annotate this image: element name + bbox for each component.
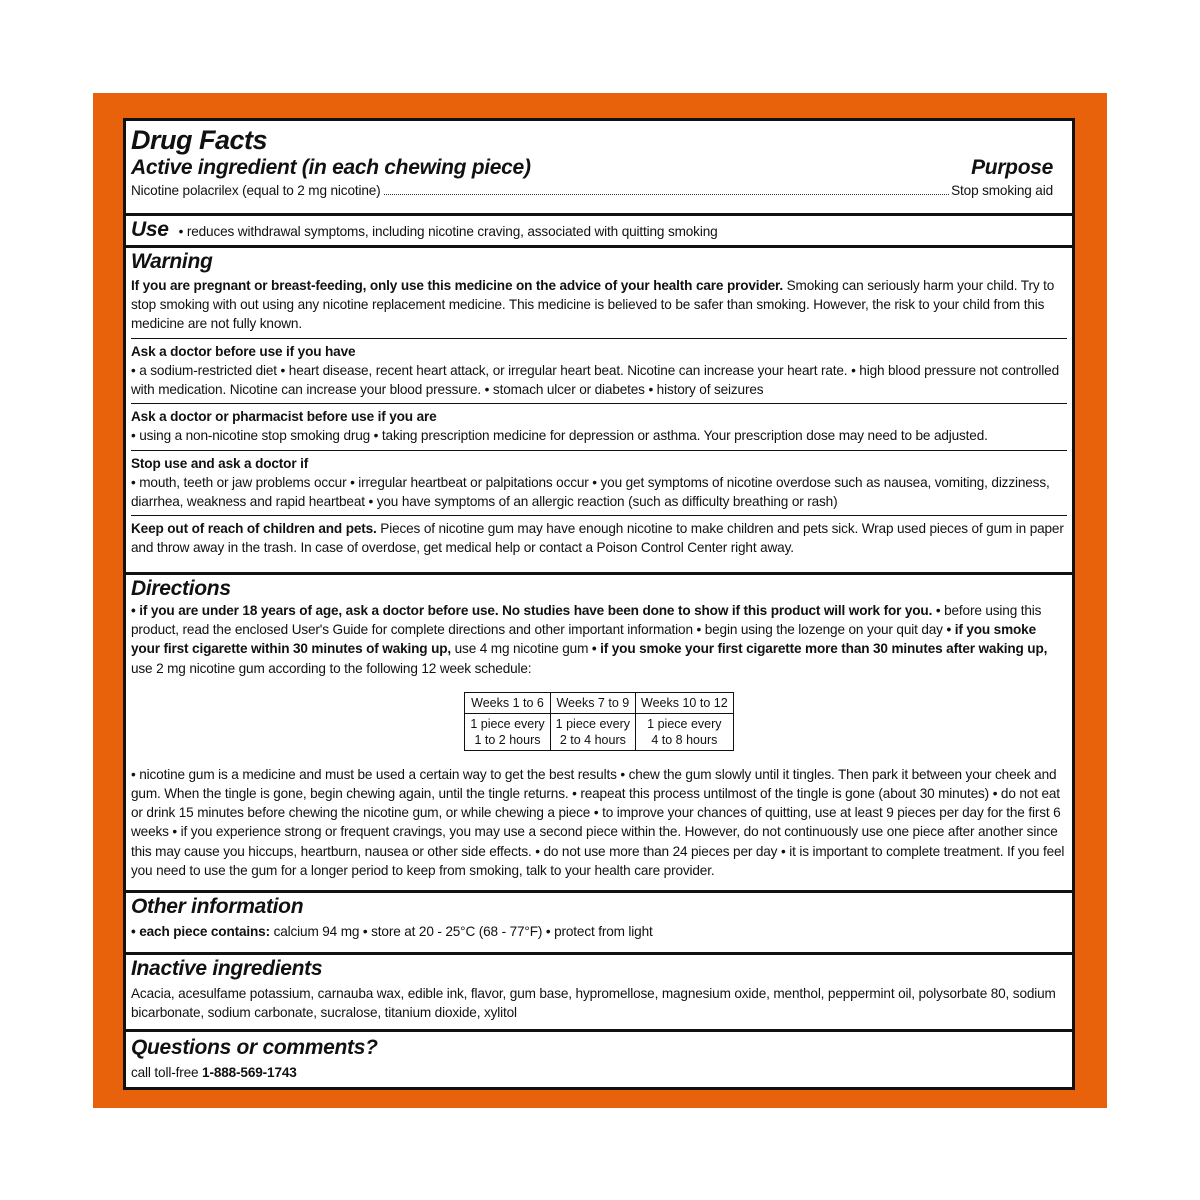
call-toll-free: call toll-free [131, 1065, 203, 1080]
dot-leader [384, 193, 950, 195]
ask-pharmacist-text: • using a non-nicotine stop smoking drug • taking prescription medicine for depression or asthma. Your prescription dose may need to be adjusted. [131, 428, 988, 444]
directions-section [126, 572, 1072, 890]
purpose-heading: Purpose [971, 156, 1053, 179]
active-ingredient-value: Nicotine polacrilex (equal to 2 mg nicotine) [131, 183, 381, 198]
other-information-text [131, 922, 1067, 941]
stop-use-text: • mouth, teeth or jaw problems occur • irregular heartbeat or palpitations occur • you get symptoms of nicotine overdose such as nausea, vomiting, dizziness, diarrhea, weakness and rapid heartbeat • you have symptoms of an allergic reaction (such as difficulty breathing or rash) [131, 474, 1050, 510]
directions-details: • nicotine gum is a medicine and must be used a certain way to get the best results • chew the gum slowly until it tingles. Then park it between your cheek and gum. When the tingle is gone, begin chewing again, until the tingle returns. • reapeat this process untilmost of the tingle is gone (about 30 minutes) • do not eat or drink 15 minutes before chewing the nicotine gum, or while chewing a piece • to improve your chances of quitting, use at least 9 pieces per day for the first 6 weeks • if you experience strong or frequent cravings, you may use a second piece within the. However, do not continuously use one piece after another since this may cause you hiccups, heartburn, nausea or other side effects. • do not use more than 24 pieces per day • it is important to complete treatment. If you feel you need to use the gum for a longer period to keep from smoking, talk to your health care provider. [131, 766, 1065, 878]
directions-intro [131, 601, 1067, 678]
directions-text-3: use 2 mg nicotine gum according to the following 12 week schedule: [131, 660, 532, 676]
ask-pharmacist-heading: Ask a doctor or pharmacist before use if you are [131, 409, 437, 425]
use-text: • reduces withdrawal symptoms, including nicotine craving, associated with quitting smoking [178, 224, 718, 239]
each-piece-contains: • each piece contains: [131, 924, 270, 939]
other-information-section [126, 890, 1072, 952]
active-ingredient-heading: Active ingredient (in each chewing piece) [131, 156, 531, 179]
directions-text-1: • before using this product, read the enclosed User's Guide for complete directions and other important information • begin using the lozenge on your quit day [131, 603, 1042, 638]
use-section [126, 213, 1072, 245]
questions-section [126, 1029, 1072, 1087]
schedule-cell: 1 piece every 4 to 8 hours [636, 713, 734, 750]
questions-text [131, 1063, 1067, 1082]
active-ingredient-section [126, 121, 1072, 213]
drug-facts-panel [123, 118, 1075, 1090]
directions-within-30: • if you smoke your first cigarette within 30 minutes of waking up, [131, 622, 1036, 657]
schedule-header-row [465, 692, 733, 713]
schedule-row [465, 713, 733, 750]
pregnancy-warning-bold: If you are pregnant or breast-feeding, only use this medicine on the advice of your health care provider. [131, 278, 784, 293]
schedule-header: Weeks 7 to 9 [550, 692, 635, 713]
directions-heading: Directions [131, 577, 231, 600]
drug-facts-title: Drug Facts [131, 125, 268, 155]
directions-after-30: • if you smoke your first cigarette more than 30 minutes after waking up, [591, 641, 1048, 657]
directions-age-warning: • if you are under 18 years of age, ask a doctor before use. No studies have been done to show if this product will work for you. [131, 603, 933, 618]
schedule-header: Weeks 10 to 12 [636, 692, 734, 713]
schedule-header: Weeks 1 to 6 [465, 692, 550, 713]
dosing-schedule-table [464, 692, 733, 751]
keep-out-block [131, 515, 1067, 557]
pregnancy-warning-text: Smoking can seriously harm your child. Try to stop smoking with out using any nicotine replacement medicine. This medicine is believed to be safer than smoking. However, the risk to your child from this medicine are not fully known. [131, 278, 1055, 332]
schedule-cell: 1 piece every 2 to 4 hours [550, 713, 635, 750]
inactive-ingredients-section [126, 952, 1072, 1029]
ask-doctor-heading: Ask a doctor before use if you have [131, 343, 356, 359]
phone-number: 1-888-569-1743 [202, 1065, 297, 1080]
other-information-heading: Other information [131, 895, 304, 918]
inactive-ingredients-heading: Inactive ingredients [131, 957, 323, 980]
questions-heading: Questions or comments? [131, 1036, 378, 1059]
stop-use-heading: Stop use and ask a doctor if [131, 455, 309, 471]
use-heading: Use [131, 218, 169, 241]
ask-doctor-text: • a sodium-restricted diet • heart disease, recent heart attack, or irregular heart beat. Nicotine can increase your heart rate. • high blood pressure not controlled with medication. Nicotine can increase your blood pressure. • stomach ulcer or diabetes • history of seizures [131, 362, 1059, 398]
keep-out-text: Pieces of nicotine gum may have enough nicotine to make children and pets sick. Wrap used pieces of gum in paper and throw away in the trash. In case of overdose, get medical help or contact a Poison Control Center right away. [131, 521, 1064, 556]
warning-section [126, 245, 1072, 572]
pregnancy-warning [131, 276, 1067, 334]
schedule-cell: 1 piece every 1 to 2 hours [465, 713, 550, 750]
inactive-ingredients-text: Acacia, acesulfame potassium, carnauba wax, edible ink, flavor, gum base, hypromellose, magnesium oxide, menthol, peppermint oil, polysorbate 80, sodium bicarbonate, sodium carbonate, sucralose, titanium dioxide, xylitol [131, 986, 1056, 1021]
stop-use-block [131, 450, 1067, 512]
keep-out-bold: Keep out of reach of children and pets. [131, 521, 377, 537]
purpose-value: Stop smoking aid [951, 183, 1053, 198]
storage-text: calcium 94 mg • store at 20 - 25°C (68 - 77°F) • protect from light [269, 924, 653, 939]
directions-text-2: use 4 mg nicotine gum [451, 641, 592, 657]
warning-heading: Warning [131, 250, 213, 273]
ask-doctor-block [131, 338, 1067, 400]
ask-pharmacist-block [131, 403, 1067, 445]
